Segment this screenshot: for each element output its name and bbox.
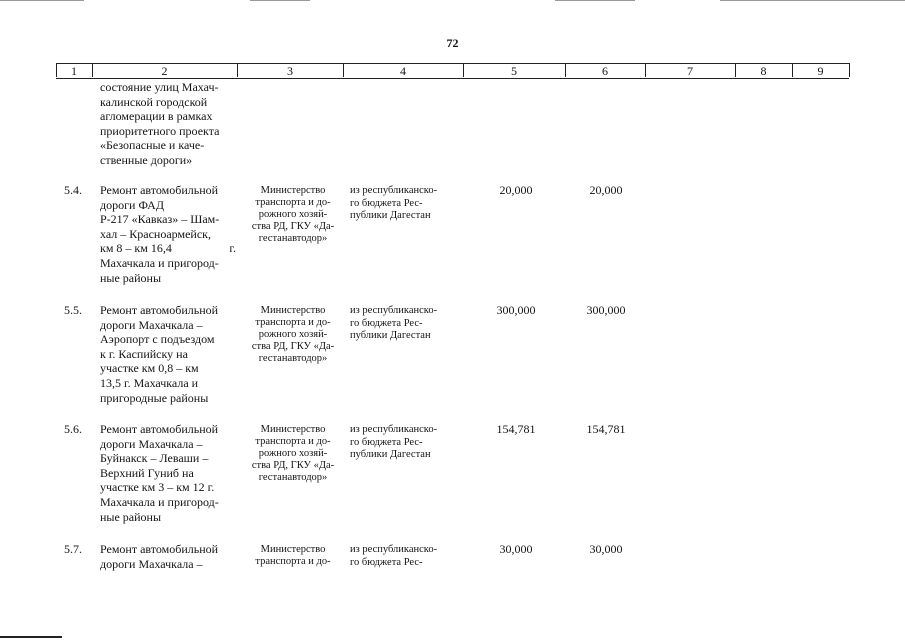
row-name	[100, 303, 236, 405]
header-cell-6: 6	[602, 64, 608, 78]
row-col6-value: 20,000	[589, 183, 623, 197]
text-line: Махачкала и пригород-	[100, 494, 219, 509]
row-name	[100, 183, 236, 285]
row-funding-source	[350, 424, 466, 462]
text-line: ные районы	[100, 509, 162, 524]
header-cell-7: 7	[687, 64, 693, 78]
text-line: «Безопасные и каче-	[100, 138, 205, 153]
row-ministry	[244, 544, 342, 568]
column-divider	[565, 63, 566, 77]
row-ministry	[244, 305, 342, 365]
text-line: транспорта и до-	[255, 556, 331, 568]
row-name	[100, 422, 236, 524]
text-line: публики Дагестан	[350, 330, 431, 341]
text-line: к г. Каспийску на	[100, 346, 188, 361]
text-line: рожного хозяй-	[258, 209, 328, 221]
text-line: публики Дагестан	[350, 210, 431, 221]
text-line: Министерство	[260, 544, 326, 555]
text-line: Министерство	[260, 305, 326, 316]
text-line: го бюджета Рес-	[350, 436, 423, 448]
text-line: приоритетного проекта	[100, 123, 220, 138]
text-line: дороги Махачкала –	[100, 556, 203, 571]
row-col5-value: 30,000	[499, 542, 533, 556]
page-number: 72	[446, 36, 459, 50]
text-line: участке км 0,8 – км	[100, 361, 199, 376]
column-divider	[792, 63, 793, 77]
row-funding-source	[350, 185, 466, 223]
text-line: го бюджета Рес-	[350, 197, 423, 209]
text-line: Буйнакск – Леваши –	[100, 451, 209, 466]
header-cell-5: 5	[511, 64, 517, 78]
text-line: го бюджета Рес-	[350, 556, 423, 568]
text-line: го бюджета Рес-	[350, 317, 423, 329]
scan-edge-line	[0, 0, 84, 1]
row-col5-value: 300,000	[496, 303, 536, 317]
text-line: участке км 3 – км 12 г.	[100, 480, 215, 495]
text-line: гестанавтодор»	[258, 233, 328, 245]
scan-edge-line	[720, 0, 905, 1]
text-line: Ремонт автомобильной	[100, 183, 219, 197]
column-divider	[735, 63, 736, 77]
column-divider	[92, 63, 93, 77]
column-divider	[463, 63, 464, 77]
text-line: транспорта и до-	[255, 197, 331, 209]
row-funding-source	[350, 305, 466, 343]
text-line: Р-217 «Кавказ» – Шам-	[100, 212, 220, 227]
text-line: хал – Красноармейск,	[100, 226, 211, 241]
text-line: Ремонт автомобильной	[100, 542, 219, 556]
scan-edge-line	[250, 0, 310, 1]
header-cell-4: 4	[400, 64, 406, 78]
row-number: 5.5.	[64, 303, 82, 317]
table-header-row	[56, 63, 849, 79]
text-fragment: км 8 – км 16,4	[100, 241, 172, 256]
text-line: гестанавтодор»	[258, 472, 328, 484]
row-ministry	[244, 424, 342, 484]
row-number: 5.7.	[64, 542, 82, 556]
text-line: дороги Махачкала –	[100, 436, 203, 451]
text-line: гестанавтодор»	[258, 353, 328, 365]
continuation-name	[100, 80, 236, 168]
text-line: из республиканско-	[350, 544, 438, 555]
text-line: из республиканско-	[350, 424, 438, 435]
text-line: транспорта и до-	[255, 436, 331, 448]
row-funding-source	[350, 544, 466, 569]
text-line: Ремонт автомобильной	[100, 422, 219, 436]
header-cell-1: 1	[71, 64, 77, 78]
text-line: транспорта и до-	[255, 317, 331, 329]
row-col5-value: 154,781	[496, 422, 536, 436]
text-line: агломерации в рамках	[100, 109, 213, 124]
text-line: пригородные районы	[100, 390, 209, 405]
column-divider	[237, 63, 238, 77]
text-line: Министерство	[260, 424, 326, 435]
text-line: публики Дагестан	[350, 449, 431, 460]
row-col5-value: 20,000	[499, 183, 533, 197]
text-line: рожного хозяй-	[258, 448, 328, 460]
text-line: состояние улиц Махач-	[100, 80, 219, 94]
text-line: Аэропорт с подъездом	[100, 332, 215, 347]
text-line: ственные дороги»	[100, 152, 193, 167]
text-line: Верхний Гуниб на	[100, 465, 194, 480]
text-line: ства РД, ГКУ «Да-	[251, 221, 335, 233]
text-fragment: г.	[229, 241, 236, 256]
row-col6-value: 300,000	[586, 303, 626, 317]
row-number: 5.4.	[64, 183, 82, 197]
column-divider	[645, 63, 646, 77]
header-cell-2: 2	[161, 64, 168, 78]
column-divider	[849, 63, 850, 77]
row-col6-value: 154,781	[586, 422, 626, 436]
column-divider	[343, 63, 344, 77]
row-number: 5.6.	[64, 422, 82, 436]
text-line: рожного хозяй-	[258, 329, 328, 341]
text-line	[100, 241, 236, 256]
text-line: 13,5 г. Махачкала и	[100, 375, 199, 390]
text-line: дороги Махачкала –	[100, 317, 203, 332]
text-line: Ремонт автомобильной	[100, 303, 219, 317]
row-name	[100, 542, 236, 571]
text-line: Махачкала и пригород-	[100, 255, 219, 270]
text-line: ные районы	[100, 270, 162, 285]
header-cell-9: 9	[817, 64, 824, 78]
text-line: дороги ФАД	[100, 197, 165, 212]
text-line: Министерство	[260, 185, 326, 196]
text-line: калинской городской	[100, 94, 208, 109]
column-divider	[56, 63, 57, 77]
row-ministry	[244, 185, 342, 245]
header-cell-8: 8	[760, 64, 767, 78]
row-col6-value: 30,000	[589, 542, 623, 556]
text-line: ства РД, ГКУ «Да-	[251, 460, 335, 472]
scan-margin-mark	[0, 636, 62, 638]
text-line: из республиканско-	[350, 185, 438, 196]
text-line: ства РД, ГКУ «Да-	[251, 341, 335, 353]
header-cell-3: 3	[287, 64, 293, 78]
text-line: из республиканско-	[350, 305, 438, 316]
scan-edge-line	[555, 0, 635, 1]
